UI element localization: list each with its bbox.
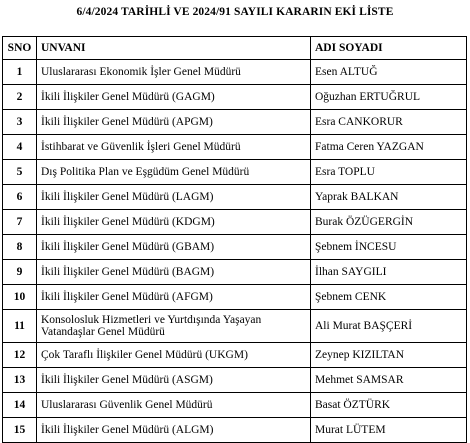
- row-title: İkili İlişkiler Genel Müdürü (KDGM): [37, 210, 311, 235]
- row-title: İkili İlişkiler Genel Müdürü (AFGM): [37, 285, 311, 310]
- row-title: Konsolosluk Hizmetleri ve Yurtdışında Yaşayan Vatandaşlar Genel Müdürü: [37, 310, 311, 343]
- row-number: 4: [3, 135, 37, 160]
- appointments-table: [2, 36, 467, 443]
- table-row: [3, 85, 467, 110]
- row-name: Esra TOPLU: [311, 160, 467, 185]
- table-header-row: [3, 37, 467, 60]
- row-title: İstihbarat ve Güvenlik İşleri Genel Müdürü: [37, 135, 311, 160]
- row-title: İkili İlişkiler Genel Müdürü (BAGM): [37, 260, 311, 285]
- row-name: Burak ÖZÜGERGİN: [311, 210, 467, 235]
- header-adi-soyadi: ADI SOYADI: [311, 37, 467, 60]
- row-number: 11: [3, 310, 37, 343]
- row-number: 9: [3, 260, 37, 285]
- row-name: Mehmet SAMSAR: [311, 368, 467, 393]
- row-title: Uluslararası Ekonomik İşler Genel Müdürü: [37, 60, 311, 85]
- row-title: İkili İlişkiler Genel Müdürü (LAGM): [37, 185, 311, 210]
- row-name: Zeynep KIZILTAN: [311, 343, 467, 368]
- row-name: Basat ÖZTÜRK: [311, 393, 467, 418]
- row-name: Ali Murat BAŞÇERİ: [311, 310, 467, 343]
- table-row: [3, 285, 467, 310]
- row-name: İlhan SAYGILI: [311, 260, 467, 285]
- header-unvan: UNVANI: [37, 37, 311, 60]
- row-name: Şebnem CENK: [311, 285, 467, 310]
- table-row: [3, 310, 467, 343]
- table-row: [3, 343, 467, 368]
- table-row: [3, 418, 467, 443]
- row-number: 13: [3, 368, 37, 393]
- row-title: Uluslararası Güvenlik Genel Müdürü: [37, 393, 311, 418]
- table-row: [3, 160, 467, 185]
- row-title: Dış Politika Plan ve Eşgüdüm Genel Müdürü: [37, 160, 311, 185]
- row-title: İkili İlişkiler Genel Müdürü (GAGM): [37, 85, 311, 110]
- row-number: 8: [3, 235, 37, 260]
- row-number: 2: [3, 85, 37, 110]
- header-sno: SNO: [3, 37, 37, 60]
- document-title: 6/4/2024 TARİHLİ VE 2024/91 SAYILI KARARIN EKİ LİSTE: [76, 6, 394, 18]
- table-row: [3, 60, 467, 85]
- table-row: [3, 185, 467, 210]
- row-number: 15: [3, 418, 37, 443]
- row-name: Oğuzhan ERTUĞRUL: [311, 85, 467, 110]
- row-title: İkili İlişkiler Genel Müdürü (ALGM): [37, 418, 311, 443]
- table-row: [3, 235, 467, 260]
- row-name: Esra CANKORUR: [311, 110, 467, 135]
- row-number: 3: [3, 110, 37, 135]
- row-title: Çok Taraflı İlişkiler Genel Müdürü (UKGM): [37, 343, 311, 368]
- row-title: İkili İlişkiler Genel Müdürü (GBAM): [37, 235, 311, 260]
- row-number: 10: [3, 285, 37, 310]
- row-name: Yaprak BALKAN: [311, 185, 467, 210]
- table-row: [3, 110, 467, 135]
- table-row: [3, 368, 467, 393]
- row-title: İkili İlişkiler Genel Müdürü (APGM): [37, 110, 311, 135]
- row-number: 5: [3, 160, 37, 185]
- row-number: 12: [3, 343, 37, 368]
- row-name: Esen ALTUĞ: [311, 60, 467, 85]
- row-number: 14: [3, 393, 37, 418]
- table-row: [3, 393, 467, 418]
- row-number: 1: [3, 60, 37, 85]
- row-number: 6: [3, 185, 37, 210]
- row-title: İkili İlişkiler Genel Müdürü (ASGM): [37, 368, 311, 393]
- row-number: 7: [3, 210, 37, 235]
- table-row: [3, 260, 467, 285]
- row-name: Murat LÜTEM: [311, 418, 467, 443]
- table-row: [3, 135, 467, 160]
- row-name: Fatma Ceren YAZGAN: [311, 135, 467, 160]
- row-name: Şebnem İNCESU: [311, 235, 467, 260]
- table-row: [3, 210, 467, 235]
